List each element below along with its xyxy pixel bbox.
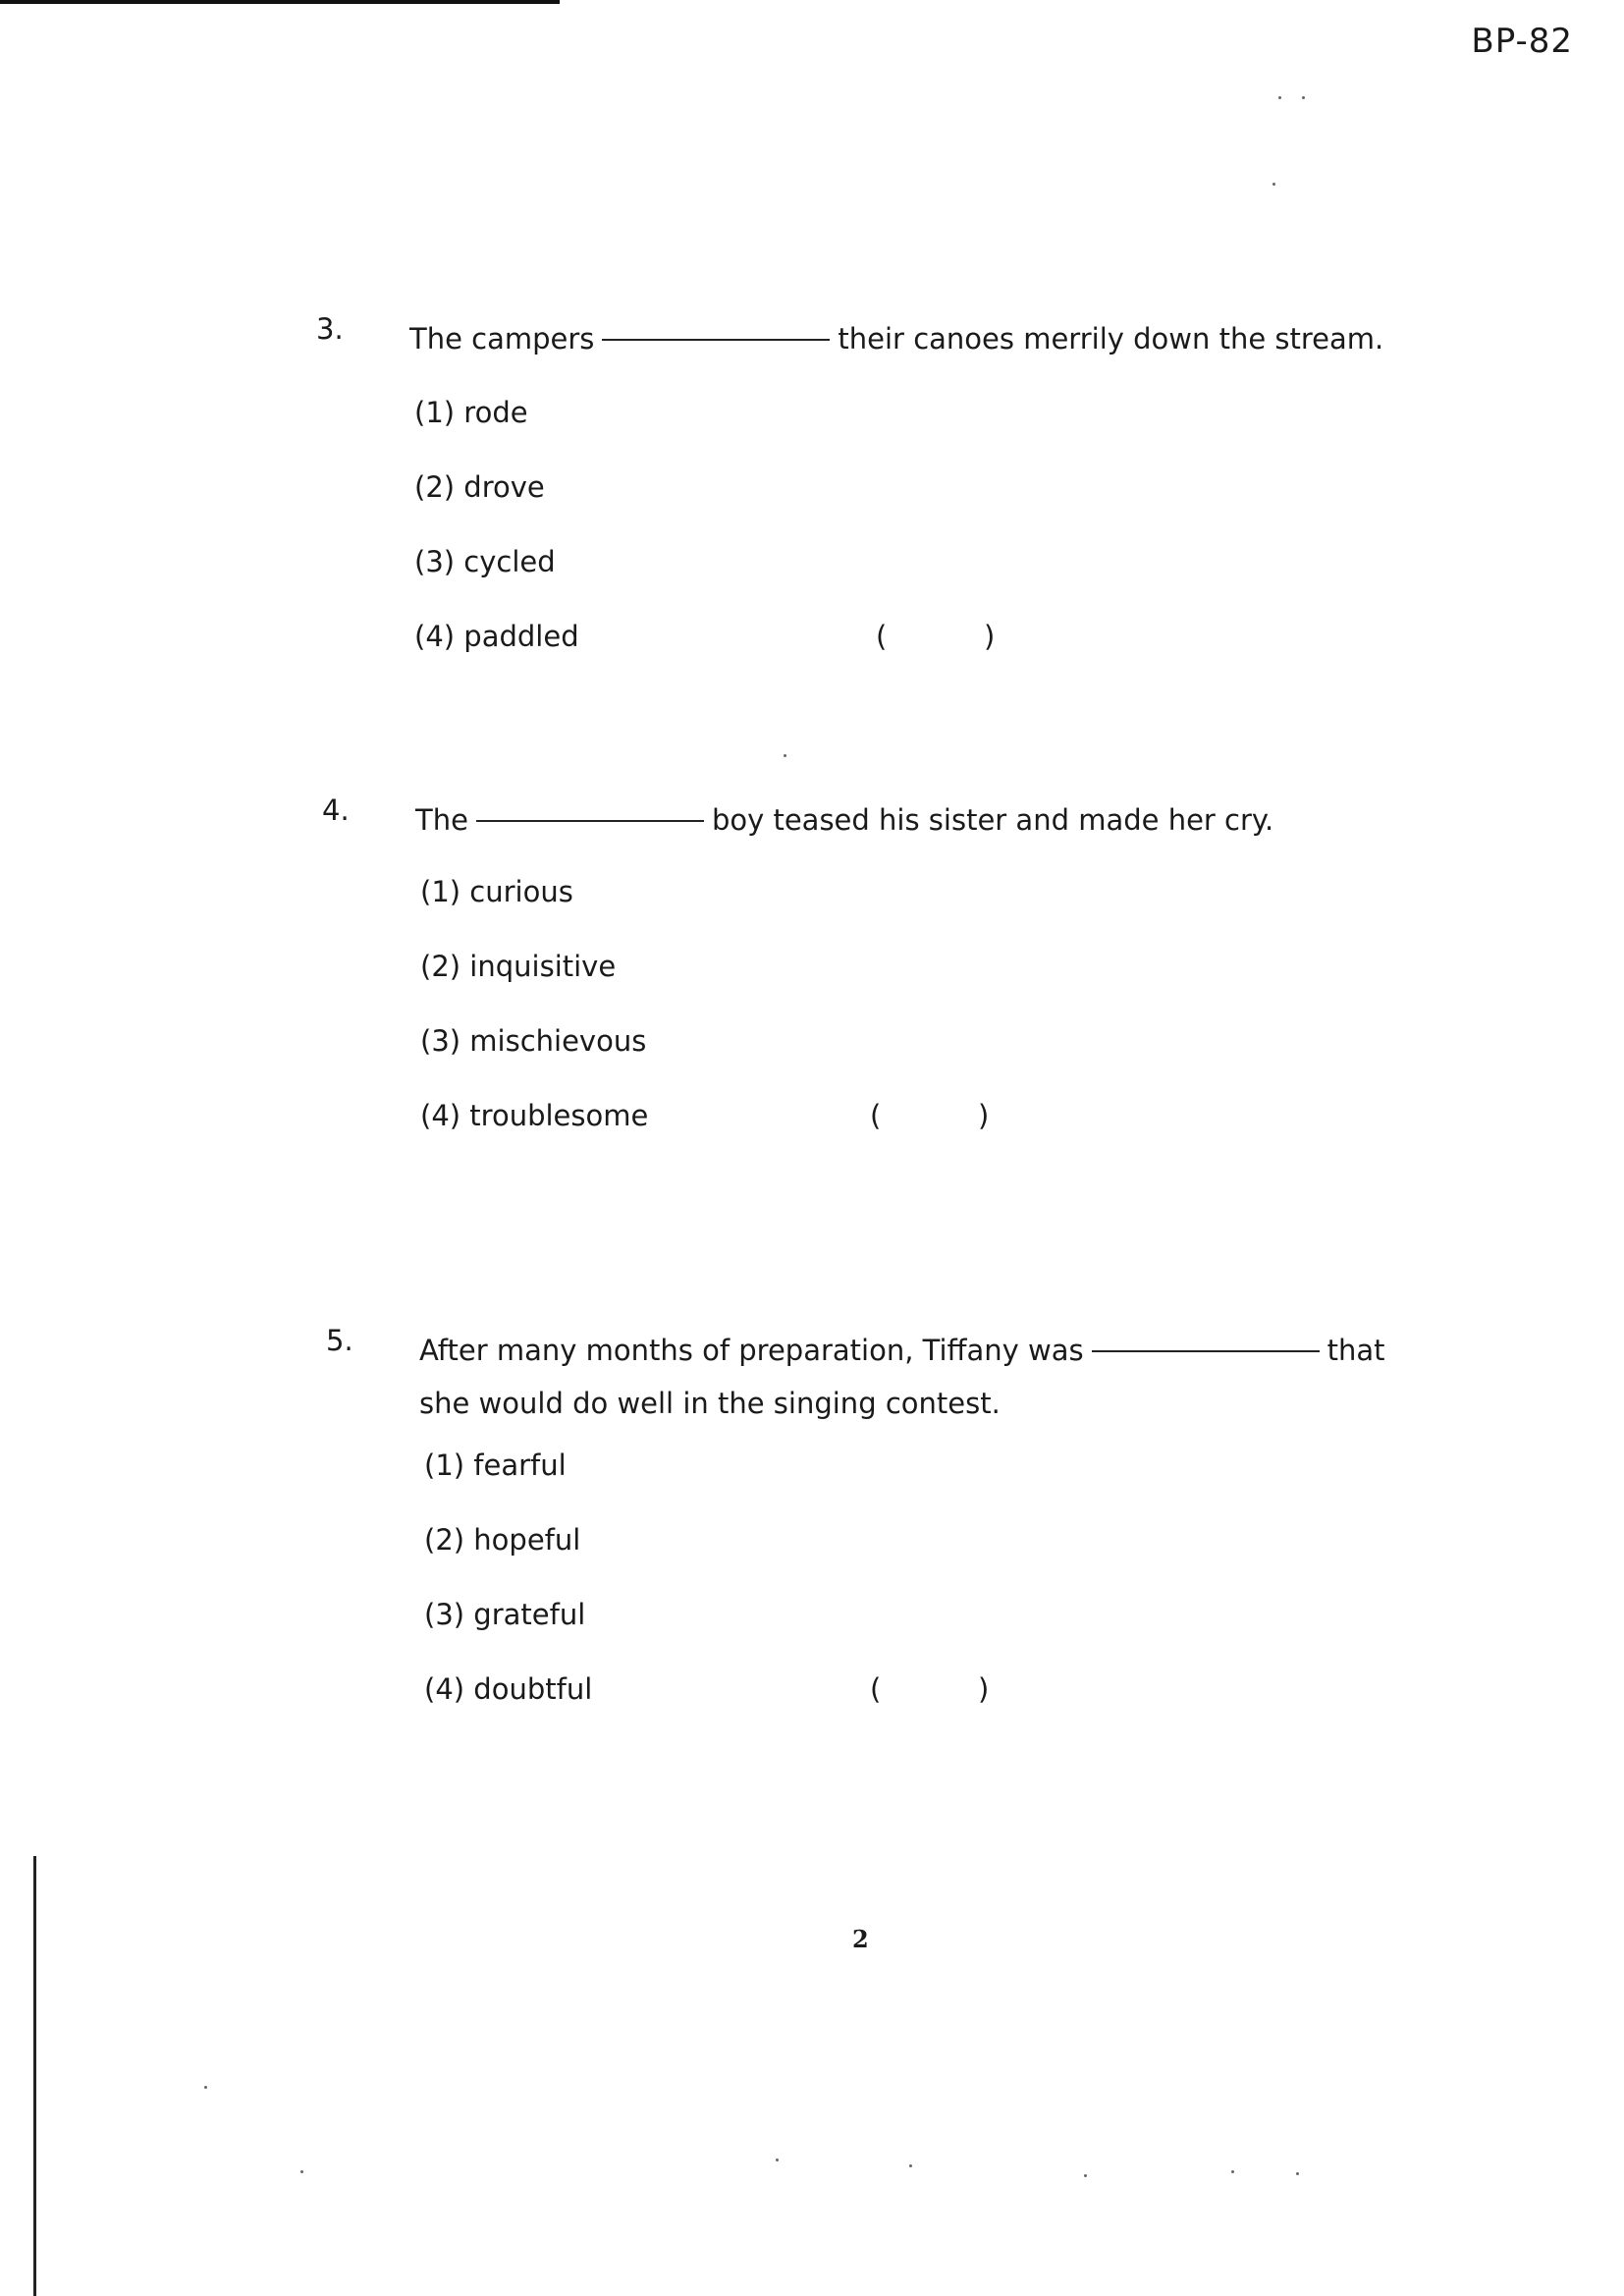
question-text-after: their canoes merrily down the stream. [838,322,1384,355]
question-text-after: boy teased his sister and made her cry. [711,803,1274,837]
option-2: (2) hopeful [424,1523,581,1557]
option-1: (1) rode [414,396,528,429]
left-margin-rule [33,1856,36,2296]
question-text-before: The campers [409,322,595,355]
option-list [424,1446,990,1744]
option-4 [414,617,996,691]
option-4-label: (4) paddled [414,620,579,653]
option-3: (3) grateful [424,1598,586,1631]
answer-box-close: ) [978,1099,990,1132]
question-text [419,1324,1385,1430]
question-text-before: The [415,803,468,837]
scan-speck [784,754,786,757]
scan-speck [1296,2172,1299,2175]
option-3: (3) cycled [414,545,556,578]
option-list [414,393,996,691]
scan-speck [1278,96,1281,99]
page-number: 2 [852,1925,869,1953]
option-1: (1) curious [420,875,573,908]
question-number: 5. [326,1324,353,1357]
scan-speck [909,2164,912,2167]
answer-blank [476,820,704,822]
scan-speck [1084,2174,1087,2177]
answer-box-close: ) [978,1672,990,1706]
scan-speck [1231,2170,1234,2173]
question-text [415,793,1273,847]
answer-box-open: ( [870,1672,882,1706]
option-4 [420,1096,990,1171]
scan-speck [1272,183,1275,186]
option-2: (2) inquisitive [420,950,617,983]
option-1: (1) fearful [424,1449,567,1482]
scan-speck [776,2159,779,2161]
scan-speck [1302,96,1305,99]
top-rule [0,0,560,4]
option-3: (3) mischievous [420,1024,647,1058]
paper-code: BP-82 [1471,22,1573,61]
answer-box-open: ( [870,1099,882,1132]
question-number: 3. [316,312,344,346]
option-4-label: (4) troublesome [420,1099,649,1132]
question-text-after: that [1326,1334,1385,1367]
answer-box-close: ) [984,620,996,653]
scan-speck [300,2170,303,2173]
question-text-before: After many months of preparation, Tiffany was [419,1334,1084,1367]
option-list [420,872,990,1171]
answer-box-open: ( [876,620,888,653]
answer-blank [1092,1350,1320,1352]
question-line-2: she would do well in the singing contest. [419,1387,1001,1420]
answer-blank [602,339,830,341]
option-2: (2) drove [414,470,545,504]
option-4-label: (4) doubtful [424,1672,593,1706]
question-number: 4. [322,793,350,827]
scan-speck [204,2086,207,2089]
question-text [409,312,1383,365]
question-line-1 [419,1324,1385,1377]
option-4 [424,1669,990,1744]
